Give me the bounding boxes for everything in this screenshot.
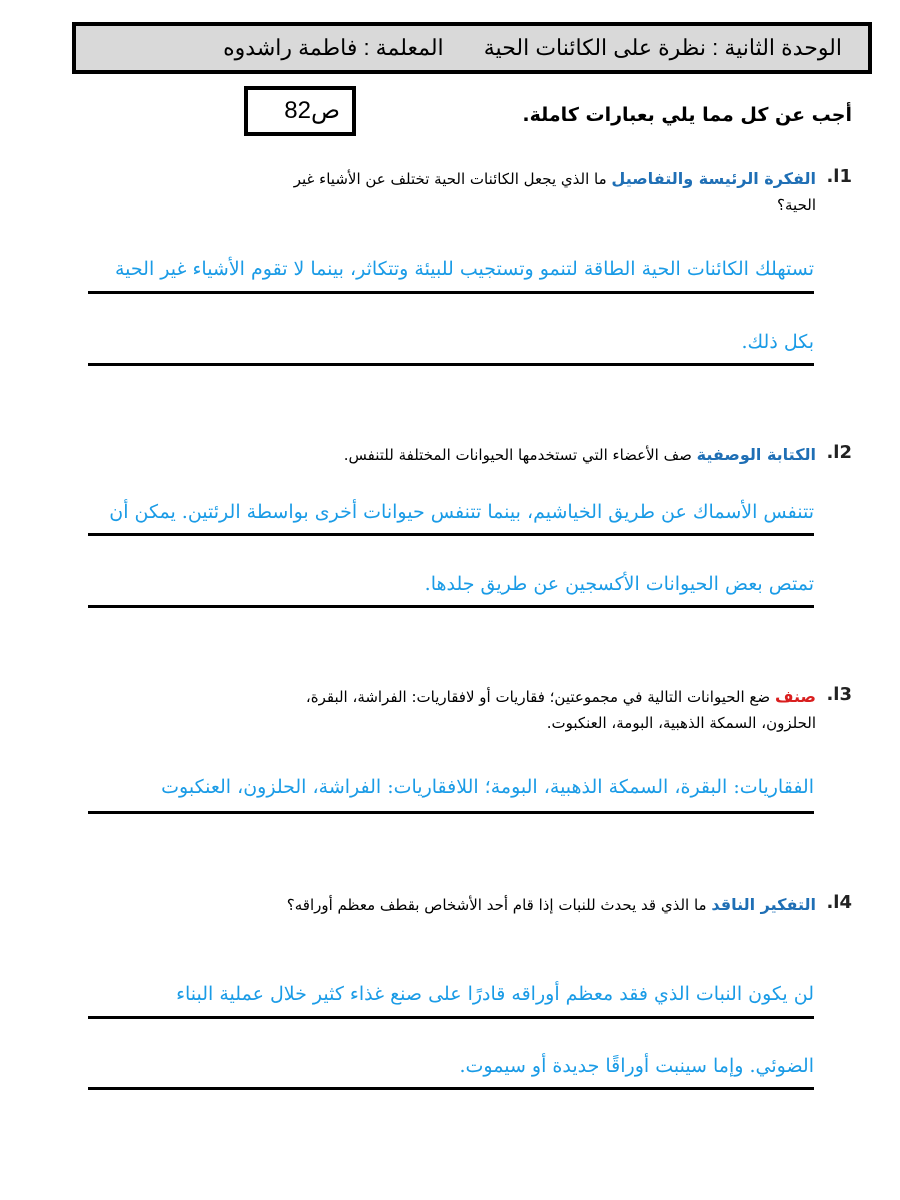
header-box xyxy=(72,22,872,74)
unit-title: الوحدة الثانية : نظرة على الكائنات الحية xyxy=(483,35,842,60)
question-number: .l3 xyxy=(826,684,852,705)
answer-line: لن يكون النبات الذي فقد معظم أوراقه قادرًا على صنع غذاء كثير خلال عملية البناء xyxy=(176,983,814,1005)
question-body: ضع الحيوانات التالية في مجموعتين؛ فقاريات أو لافقاريات: الفراشة، البقرة، الحلزون، السمكة الذهبية، البومة، العنكبوت. xyxy=(305,688,816,732)
answer-line: الفقاريات: البقرة، السمكة الذهبية، البومة؛ اللافقاريات: الفراشة، الحلزون، العنكبوت xyxy=(161,776,814,798)
page-reference: ص82 xyxy=(244,86,356,136)
skill-label: الفكرة الرئيسة والتفاصيل xyxy=(611,169,816,188)
question-text xyxy=(256,684,816,736)
skill-label: التفكير الناقد xyxy=(711,895,816,914)
skill-label: الكتابة الوصفية xyxy=(696,445,816,464)
answer-rule xyxy=(88,533,814,536)
question-body: صف الأعضاء التي تستخدمها الحيوانات المختلفة للتنفس. xyxy=(343,446,692,464)
answer-rule xyxy=(88,605,814,608)
teacher-name: المعلمة : فاطمة راشدوه xyxy=(223,35,444,60)
skill-label: صنف xyxy=(774,687,816,706)
instruction: أجب عن كل مما يلي بعبارات كاملة. xyxy=(522,104,852,126)
question-number: .l4 xyxy=(826,892,852,913)
question-number: .l2 xyxy=(826,442,852,463)
question-text xyxy=(256,442,816,468)
question-text xyxy=(256,892,816,918)
answer-rule xyxy=(88,1016,814,1019)
answer-rule xyxy=(88,363,814,366)
answer-rule xyxy=(88,811,814,814)
question-number: .l1 xyxy=(826,166,852,187)
answer-line: تمتص بعض الحيوانات الأكسجين عن طريق جلدها. xyxy=(424,573,814,595)
question-body: ما الذي يجعل الكائنات الحية تختلف عن الأشياء غير الحية؟ xyxy=(293,170,816,214)
answer-rule xyxy=(88,291,814,294)
answer-rule xyxy=(88,1087,814,1090)
answer-line: الضوئي. وإما سينبت أوراقًا جديدة أو سيموت. xyxy=(459,1055,814,1077)
answer-line: بكل ذلك. xyxy=(741,331,814,353)
answer-line: تتنفس الأسماك عن طريق الخياشيم، بينما تتنفس حيوانات أخرى بواسطة الرئتين. يمكن أن xyxy=(109,501,814,523)
question-text xyxy=(256,166,816,218)
answer-line: تستهلك الكائنات الحية الطاقة لتنمو وتستجيب للبيئة وتتكاثر، بينما لا تقوم الأشياء غير الحية xyxy=(114,258,814,280)
question-body: ما الذي قد يحدث للنبات إذا قام أحد الأشخاص بقطف معظم أوراقه؟ xyxy=(286,896,707,914)
